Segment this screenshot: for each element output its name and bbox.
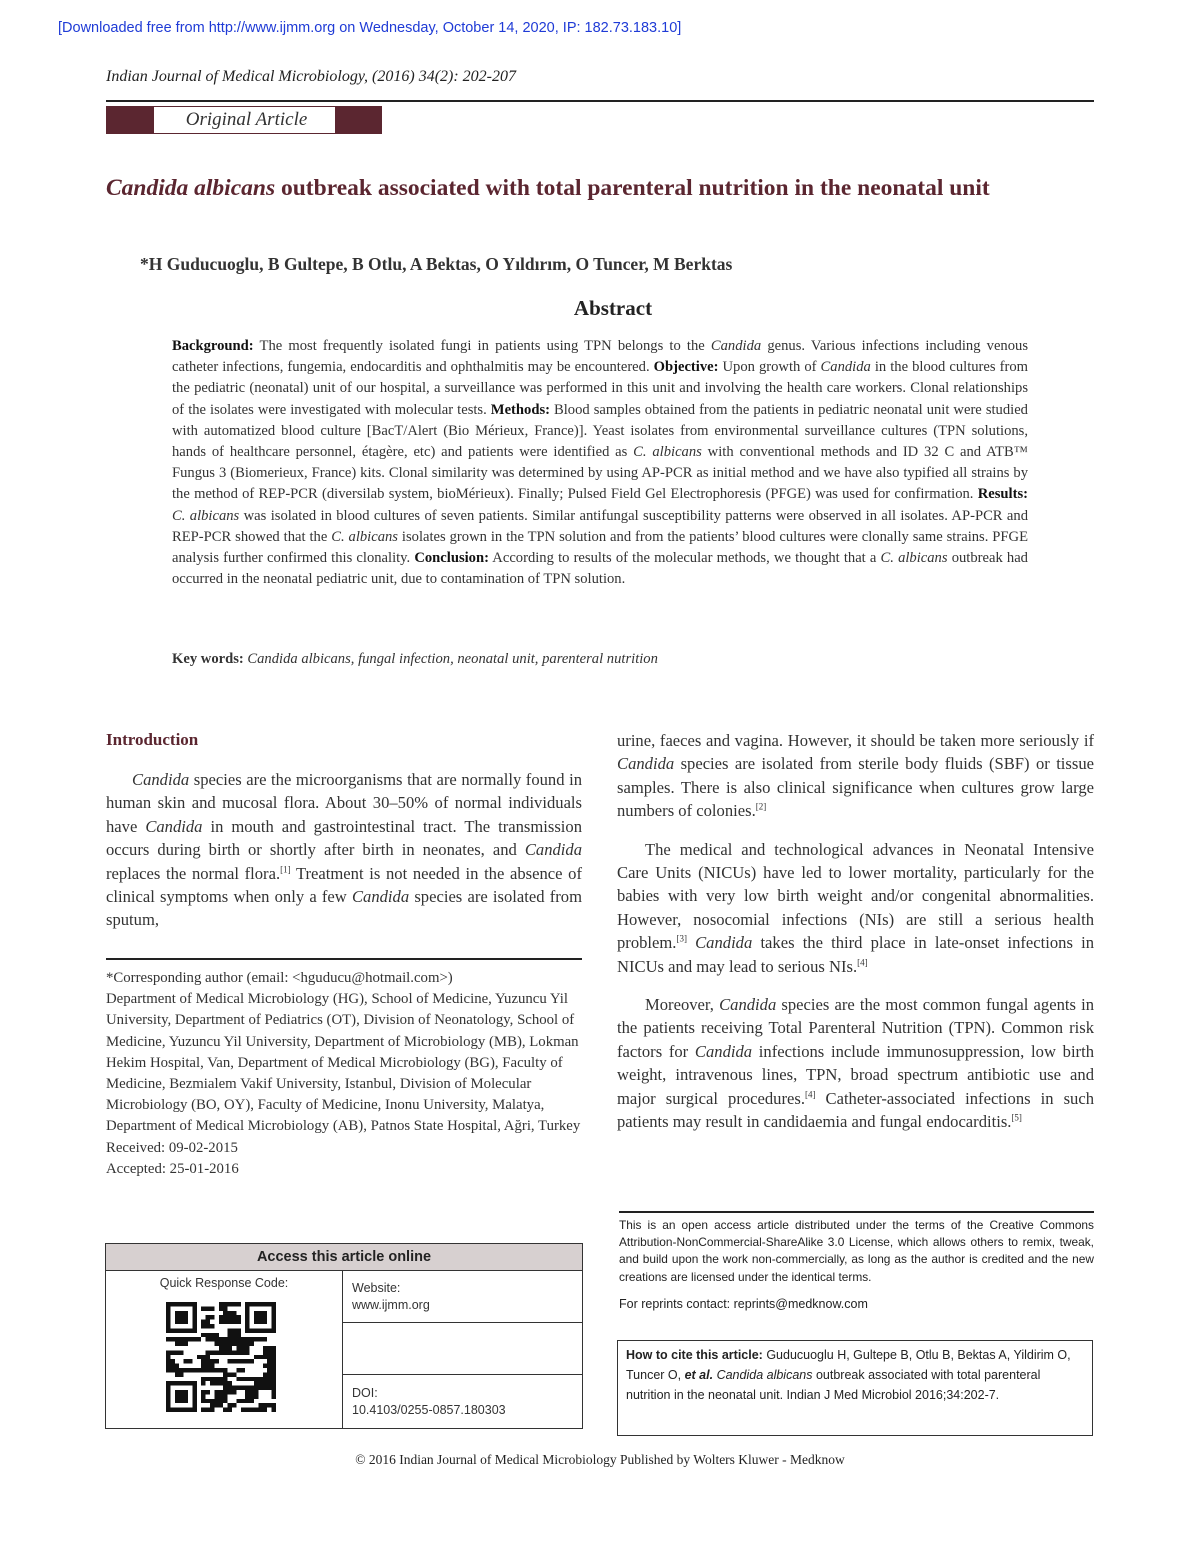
genus: Candida [694, 1041, 753, 1061]
website-label: Website: [352, 1281, 401, 1295]
genus: Candida [686, 933, 753, 953]
body-text: species are the most common fungal agents in the patients receiving Total Parenteral Nutrition (TPN). Common risk factors for [617, 995, 1094, 1061]
reference-link[interactable]: [4] [804, 1089, 816, 1100]
reprints-contact[interactable]: For reprints contact: reprints@medknow.com [619, 1297, 868, 1311]
citation-box [617, 1340, 1093, 1436]
qr-label: Quick Response Code: [159, 1276, 289, 1290]
abstract-text: The most frequently isolated fungi in patients using TPN belongs to the [253, 338, 711, 354]
reference-link[interactable]: [5] [1011, 1112, 1022, 1123]
body-text: replaces the normal flora. [106, 863, 281, 883]
abstract-text: in the blood cultures from the pediatric (neonatal) unit of our hospital, a surveillance was performed in this unit and involving the health care workers. Clonal relationships of the isolates were investigated with molecular tests. [172, 359, 1028, 418]
genus: Candida [132, 770, 190, 789]
article-type-label: Original Article [153, 106, 340, 134]
affiliations: Department of Medical Microbiology (HG), School of Medicine, Yuzuncu Yil University, Department of Pediatrics (OT), Division of Neonatology, School of Medicine, Yuzuncu Yil University, Department of Microbiology (MB), Lokman Hekim Hospital, Van, Department of Medical Microbiology (BG), Faculty of Medicine, Bezmialem Vakif University, Istanbul, Division of Molecular Microbiology (BO, OY), Faculty of Medicine, Inonu University, Malatya, Department of Medical Microbiology (AB), Patnos State Hospital, Ağri, Turkey [106, 991, 581, 1135]
tag-block-right [335, 106, 382, 134]
abstract-species: C. albicans [172, 507, 240, 524]
access-header: Access this article online [106, 1244, 582, 1271]
abstract-text: Upon growth of [718, 359, 821, 376]
body-text: Treatment is not needed in the absence of clinical symptoms when only a few [106, 863, 583, 907]
tag-block-left [106, 106, 153, 134]
citation-text: outbreak associated with total parenteral nutrition in the neonatal unit. Indian J Med Microbiol 2016;34:202-7. [626, 1368, 1041, 1402]
abstract-text: According to results of the molecular methods, we thought that a [488, 550, 881, 567]
conclusion-label: Conclusion: [414, 550, 489, 567]
citation-label: How to cite this article: [626, 1348, 763, 1362]
methods-label: Methods: [490, 401, 550, 418]
article-title [106, 172, 1094, 205]
header-rule [106, 100, 1094, 102]
body-text: takes the third place in late-onset infections in NICUs and may lead to serious NIs. [617, 933, 1095, 976]
reference-link[interactable]: [3] [676, 933, 687, 944]
corresponding-author: *Corresponding author (email: <hguducu@hotmail.com>) [106, 970, 453, 986]
title-rest: outbreak associated with total parenteral nutrition in the neonatal unit [275, 175, 990, 201]
copyright-footer: © 2016 Indian Journal of Medical Microbiology Published by Wolters Kluwer - Medknow [355, 1452, 845, 1467]
body-text: species are isolated from sputum, [106, 887, 582, 930]
abstract-species: C. albicans [633, 444, 702, 461]
abstract-text: isolates grown in the TPN solution and from the patients’ blood cultures were clonally same strains. PFGE analysis further confirmed this clonality. [172, 528, 1028, 567]
doi-link[interactable]: 10.4103/0255-0857.180303 [352, 1403, 506, 1417]
doi-label: DOI: [352, 1386, 378, 1400]
citation-species: Candida albicans [716, 1368, 813, 1382]
introduction-heading: Introduction [106, 730, 199, 749]
access-hline [342, 1374, 582, 1375]
citation-etal: et al. [684, 1368, 714, 1382]
genus: Candida [145, 816, 203, 836]
objective-label: Objective: [653, 359, 719, 376]
license-text: This is an open access article distributed under the terms of the Creative Commons Attribution-NonCommercial-ShareAlike 3.0 License, which allows others to remix, tweak, and build upon the work non-commercially, as long as the author is credited and the new creations are licensed under the identical terms. [619, 1218, 1094, 1284]
access-online-box [105, 1243, 583, 1429]
download-banner[interactable]: [Downloaded free from http://www.ijmm.org on Wednesday, October 14, 2020, IP: 182.73.183.10] [58, 20, 682, 36]
results-label: Results: [977, 486, 1028, 503]
introduction-left-column [106, 768, 582, 932]
abstract-text: was isolated in blood cultures of seven patients. Similar antifungal susceptibility patterns were observed in all isolates. AP-PCR and REP-PCR showed that the [172, 507, 1028, 545]
introduction-right-column [617, 729, 1094, 1149]
keywords [172, 651, 1032, 668]
background-label: Background: [172, 338, 254, 354]
intro-paragraph-1-cont [617, 729, 1094, 823]
citation-text: Guducuoglu H, Gultepe B, Otlu B, Bektas A, Yildirim O, Tuncer O, [626, 1348, 1071, 1382]
body-text: Moreover, [645, 995, 720, 1015]
body-text: Catheter-associated infections in such patients may result in candidaemia and fungal endocarditis. [617, 1088, 1094, 1132]
genus: Candida [524, 840, 582, 860]
title-species: Candida albicans [106, 175, 276, 201]
genus: Candida [617, 754, 675, 774]
intro-paragraph-1 [106, 768, 582, 932]
abstract-text: genus. Various infections including venous catheter infections, fungemia, endocarditis and ophthalmitis may be encountered. [172, 338, 1028, 376]
body-text: species are the microorganisms that are normally found in human skin and mucosal flora. About 30–50% of normal individuals have [106, 770, 582, 836]
abstract-heading: Abstract [573, 296, 653, 320]
keywords-label: Key words: [172, 651, 244, 667]
abstract-text: with conventional methods and ID 32 C and ATB™ Fungus 3 (Biomerieux, France) kits. Clonal similarity was determined by using AP-PCR as initial method and we have also typified all strains by the method of REP-PCR (diversilab system, bioMérieux). Finally; Pulsed Field Gel Electrophoresis (PFGE) was used for confirmation. [172, 444, 1028, 503]
received-date: Received: 09-02-2015 [106, 1139, 238, 1156]
access-divider [342, 1271, 343, 1428]
correspondence-block [106, 968, 582, 1180]
abstract-text: outbreak had occurred in the neonatal pediatric unit, due to contamination of TPN solution. [172, 550, 1028, 588]
accepted-date: Accepted: 25-01-2016 [106, 1160, 239, 1177]
body-text: urine, faeces and vagina. However, it should be taken more seriously if [617, 731, 1094, 750]
footnote-rule [106, 958, 582, 960]
qr-code-icon[interactable] [166, 1302, 276, 1412]
reference-link[interactable]: [1] [280, 864, 291, 875]
body-text: infections include immunosuppression, low birth weight, intravenous lines, TPN, broad spectrum antibiotic use and major surgical procedures. [617, 1041, 1094, 1108]
body-text: species are isolated from sterile body fluids (SBF) or tissue samples. There is also clinical significance when cultures grow large numbers of colonies. [617, 754, 1094, 821]
website-link[interactable]: www.ijmm.org [352, 1298, 430, 1312]
abstract-body [172, 336, 1028, 590]
genus: Candida [719, 995, 777, 1015]
genus: Candida [351, 887, 410, 907]
body-text: in mouth and gastrointestinal tract. The transmission occurs during birth or shortly after birth in neonates, and [106, 816, 582, 860]
intro-paragraph-3 [617, 993, 1094, 1133]
abstract-species: C. albicans [880, 550, 948, 567]
body-text: The medical and technological advances in Neonatal Intensive Care Units (NICUs) have led to lower mortality, particularly for the babies with very low birth weight and/or congenital abnormalities. However, nosocomial infections (NIs) are still a serious health problem. [617, 839, 1094, 953]
access-hline [342, 1322, 582, 1323]
journal-reference: Indian Journal of Medical Microbiology, (2016) 34(2): 202-207 [106, 68, 516, 85]
author-list: *H Guducuoglu, B Gultepe, B Otlu, A Bektas, O Yıldırım, O Tuncer, M Berktas [140, 254, 733, 274]
intro-paragraph-2 [617, 838, 1094, 978]
reference-link[interactable]: [4] [857, 957, 868, 968]
keywords-text: Candida albicans, fungal infection, neonatal unit, parenteral nutrition [243, 651, 658, 667]
license-rule [619, 1211, 1094, 1213]
abstract-genus: Candida [820, 359, 871, 376]
abstract-genus: Candida [710, 338, 762, 354]
article-type-tag [106, 106, 382, 134]
abstract-species: C. albicans [331, 528, 398, 545]
reference-link[interactable]: [2] [755, 801, 767, 812]
abstract-text: Blood samples obtained from the patients in pediatric neonatal unit were studied with automatized blood culture [BacT/Alert (Bio Mérieux, France)]. Yeast isolates from environmental surveillance cultures (TPN solutions, hands of healthcare personnel, étagère, etc) and patients were identified as [172, 401, 1028, 461]
